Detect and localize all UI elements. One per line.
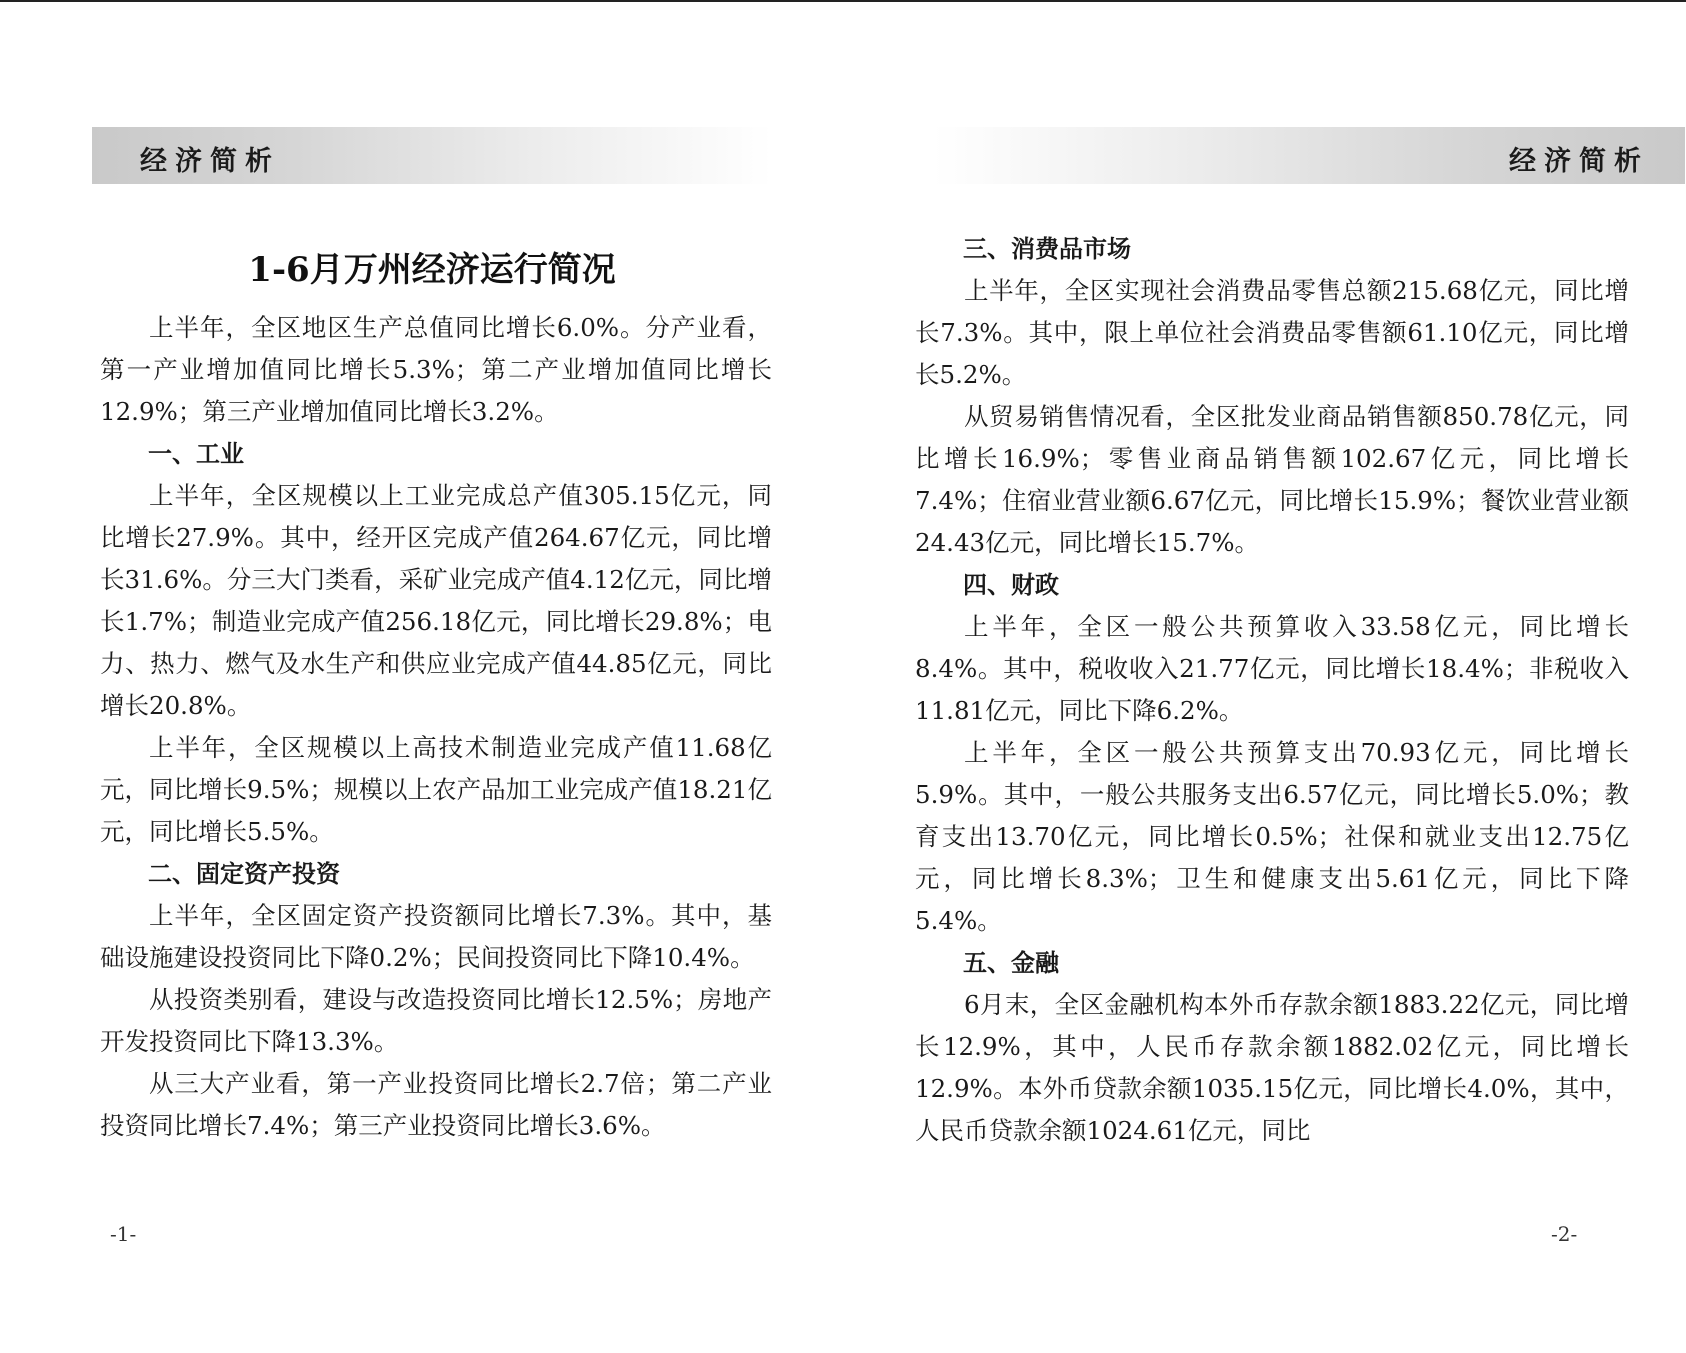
industry-paragraph-1: 上半年，全区规模以上工业完成总产值305.15亿元，同比增长27.9%。其中，经开区完成产值264.67亿元，同比增长31.6%。分三大门类看，采矿业完成产值4.12亿元，同比增长1.7%；制造业完成产值256.18亿元，同比增长29.8%；电力、热力、燃气及水生产和供应业完成产值44.85亿元，同比增长20.8%。 [100, 481, 772, 720]
section-heading-industry: 一、工业 [148, 440, 244, 468]
section-heading-investment: 二、固定资产投资 [148, 860, 340, 888]
investment-paragraph-3: 从三大产业看，第一产业投资同比增长2.7倍；第二产业投资同比增长7.4%；第三产业投资同比增长3.6%。 [100, 1069, 772, 1140]
finance-paragraph-1: 上半年，全区一般公共预算收入33.58亿元，同比增长8.4%。其中，税收收入21.77亿元，同比增长18.4%；非税收入11.81亿元，同比下降6.2%。 [915, 612, 1629, 725]
section-heading-finance: 四、财政 [963, 571, 1059, 599]
right-text-column [915, 228, 1629, 1152]
right-header-title: 经济简析 [1509, 146, 1649, 177]
document-title: 1-6月万州经济运行简况 [248, 250, 616, 290]
banking-paragraph-1: 6月末，全区金融机构本外币存款余额1883.22亿元，同比增长12.9%，其中，人民币存款余额1882.02亿元，同比增长12.9%。本外币贷款余额1035.15亿元，同比增长4.0%，其中，人民币贷款余额1024.61亿元，同比 [915, 990, 1629, 1145]
investment-paragraph-1: 上半年，全区固定资产投资额同比增长7.3%。其中，基础设施建设投资同比下降0.2%；民间投资同比下降10.4%。 [100, 901, 772, 972]
industry-paragraph-2: 上半年，全区规模以上高技术制造业完成产值11.68亿元，同比增长9.5%；规模以上农产品加工业完成产值18.21亿元，同比增长5.5%。 [100, 733, 772, 846]
finance-paragraph-2: 上半年，全区一般公共预算支出70.93亿元，同比增长5.9%。其中，一般公共服务支出6.57亿元，同比增长5.0%；教育支出13.70亿元，同比增长0.5%；社保和就业支出12.75亿元，同比增长8.3%；卫生和健康支出5.61亿元，同比下降5.4%。 [915, 738, 1629, 935]
intro-paragraph: 上半年，全区地区生产总值同比增长6.0%。分产业看，第一产业增加值同比增长5.3%；第二产业增加值同比增长12.9%；第三产业增加值同比增长3.2%。 [100, 313, 772, 426]
right-page [843, 0, 1686, 1353]
left-text-column [100, 307, 772, 1147]
right-header-band [933, 127, 1685, 184]
left-header-title: 经济简析 [140, 146, 280, 177]
page-number-left: -1- [110, 1222, 137, 1246]
page-number-right: -2- [1551, 1222, 1578, 1246]
consumer-paragraph-1: 上半年，全区实现社会消费品零售总额215.68亿元，同比增长7.3%。其中，限上单位社会消费品零售额61.10亿元，同比增长5.2%。 [915, 276, 1629, 389]
section-heading-banking: 五、金融 [963, 949, 1059, 977]
left-header-band [92, 127, 772, 184]
section-heading-consumer: 三、消费品市场 [963, 235, 1131, 263]
consumer-paragraph-2: 从贸易销售情况看，全区批发业商品销售额850.78亿元，同比增长16.9%；零售业商品销售额102.67亿元，同比增长7.4%；住宿业营业额6.67亿元，同比增长15.9%；餐饮业营业额24.43亿元，同比增长15.7%。 [915, 402, 1629, 557]
investment-paragraph-2: 从投资类别看，建设与改造投资同比增长12.5%；房地产开发投资同比下降13.3%。 [100, 985, 772, 1056]
